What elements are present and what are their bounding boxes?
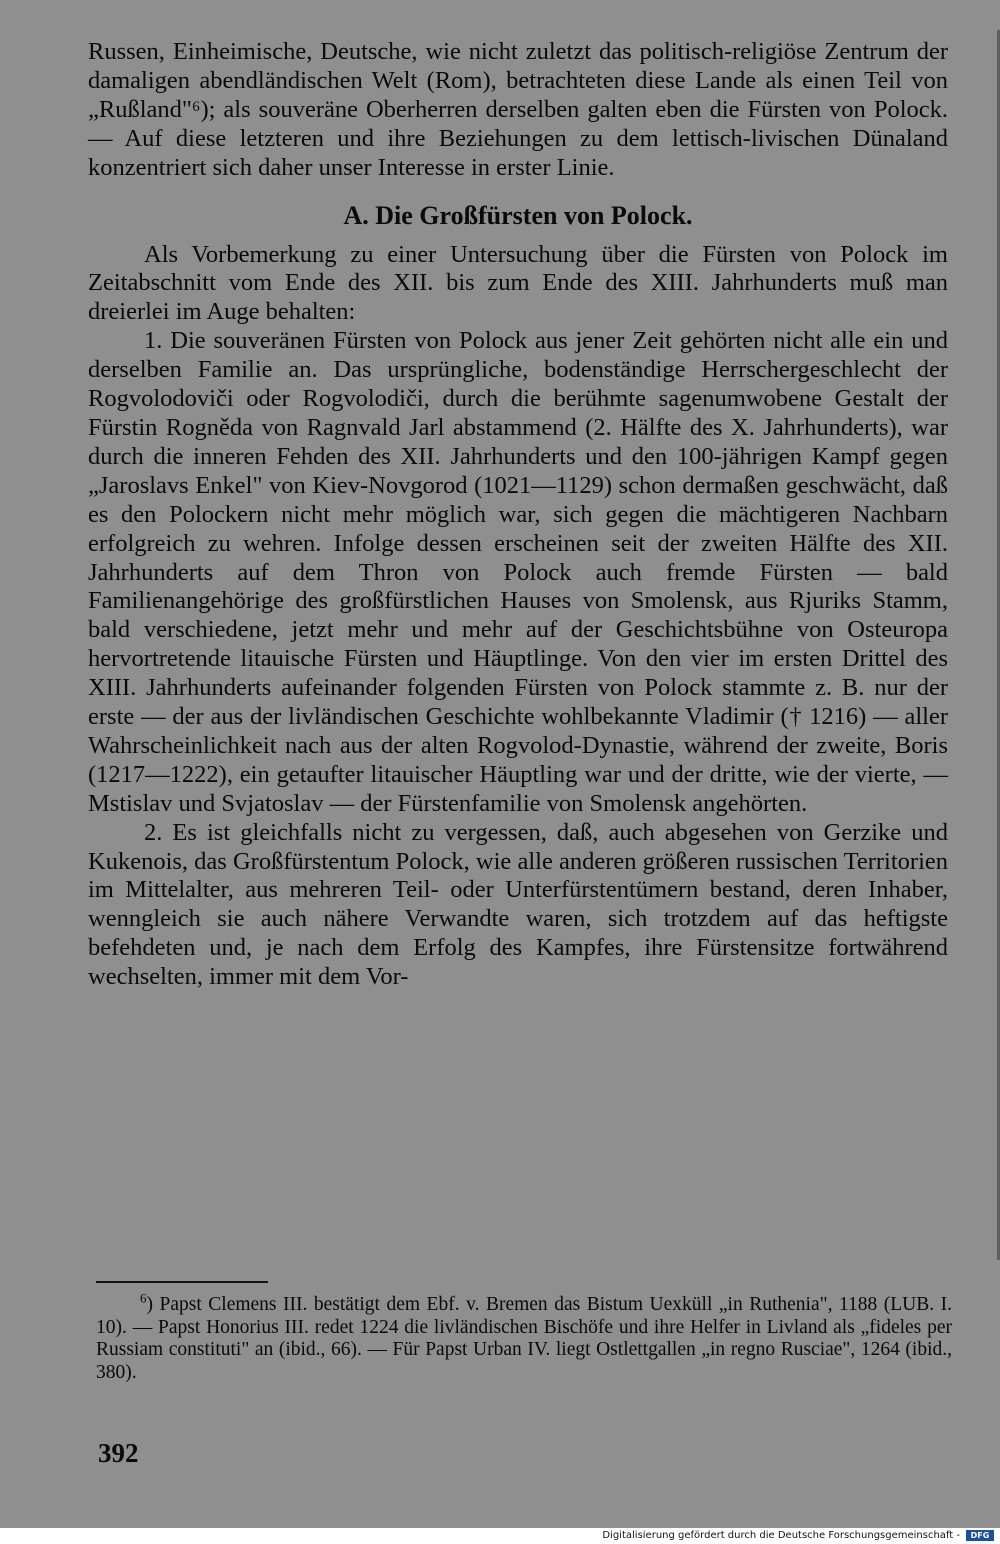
- dfg-logo-icon: DFG: [966, 1530, 994, 1541]
- footnote-separator: [96, 1281, 268, 1283]
- page-number: 392: [98, 1438, 139, 1468]
- paragraph-preliminary: Als Vorbemerkung zu einer Untersuchung über die Fürsten von Polock im Zeitabschnitt vom Ende des XII. bis zum Ende des XIII. Jahrhunderts muß man dreierlei im Auge behalten:: [88, 240, 948, 326]
- digitization-credit-bar: [0, 1528, 1000, 1544]
- paragraph-point-1: 1. Die souveränen Fürsten von Polock aus jener Zeit gehörten nicht alle ein und derselben Familie an. Das ursprüngliche, bodenständige Herrschergeschlecht der Rogvolodoviči oder Rogvolodiči, durch die berühmte sagenumwobene Gestalt der Fürstin Rogněda von Ragnvald Jarl abstammend (2. Hälfte des X. Jahrhunderts), war durch die inneren Fehden des XII. Jahrhunderts und den 100-jährigen Kampf gegen „Jaroslavs Enkel" von Kiev-Novgorod (1021—1129) schon dermaßen geschwächt, daß es den Polockern nicht mehr möglich war, sich gegen die mächtigeren Nachbarn erfolgreich zu wehren. Infolge dessen erscheinen seit der zweiten Hälfte des XII. Jahrhunderts auf dem Thron von Polock auch fremde Fürsten — bald Familienangehörige des großfürstlichen Hauses von Smolensk, aus Rjuriks Stamm, bald verschiedene, jetzt mehr und mehr auf der Geschichtsbühne von Osteuropa hervortretende litauische Fürsten und Häuptlinge. Von den vier im ersten Drittel des XIII. Jahrhunderts aufeinander folgenden Fürsten von Polock stammte z. B. nur der erste — der aus der livländischen Geschichte wohlbekannte Vladimir († 1216) — aller Wahrscheinlichkeit nach aus der alten Rogvolod-Dynastie, während der zweite, Boris (1217—1222), ein getaufter litauischer Häuptling war und der dritte, wie der vierte, — Mstislav und Svjatoslav — der Fürstenfamilie von Smolensk angehörten.: [88, 327, 948, 817]
- main-text: [88, 38, 948, 992]
- section-heading: A. Die Großfürsten von Polock.: [343, 200, 693, 230]
- intro-paragraph: Russen, Einheimische, Deutsche, wie nicht zuletzt das politisch-religiöse Zentrum der damaligen abendländischen Welt (Rom), betrachteten diese Lande als einen Teil von „Rußland"⁶); als souveräne Oberherren derselben galten eben die Fürsten von Polock. — Auf diese letzteren und ihre Beziehungen zu dem lettisch-livischen Dünaland konzentriert sich daher unser Interesse in erster Linie.: [88, 38, 948, 181]
- footnote: [96, 1290, 952, 1384]
- credit-text: Digitalisierung gefördert durch die Deutsche Forschungsgemeinschaft -: [602, 1530, 960, 1541]
- paragraph-point-2: 2. Es ist gleichfalls nicht zu vergessen, daß, auch abgesehen von Gerzike und Kukenois, das Großfürstentum Polock, wie alle anderen größeren russischen Territorien im Mittelalter, aus mehreren Teil- oder Unterfürstentümern bestand, deren Inhaber, wenngleich sie auch nähere Verwandte waren, sich trotzdem auf das heftigste befehdeten und, je nach dem Erfolg des Kampfes, ihre Fürstensitze fortwährend wechselten, immer mit dem Vor-: [88, 818, 948, 991]
- footnote-text: ) Papst Clemens III. bestätigt dem Ebf. v. Bremen das Bistum Uexküll „in Ruthenia", 1188 (LUB. I. 10). — Papst Honorius III. redet 1224 die livländischen Bischöfe und ihre Helfer in Livland als „fideles per Russiam constituti" an (ibid., 66). — Für Papst Urban IV. liegt Ostlettgallen „in regno Rusciae", 1264 (ibid., 380).: [96, 1294, 952, 1383]
- footnote-marker: 6: [140, 1290, 147, 1306]
